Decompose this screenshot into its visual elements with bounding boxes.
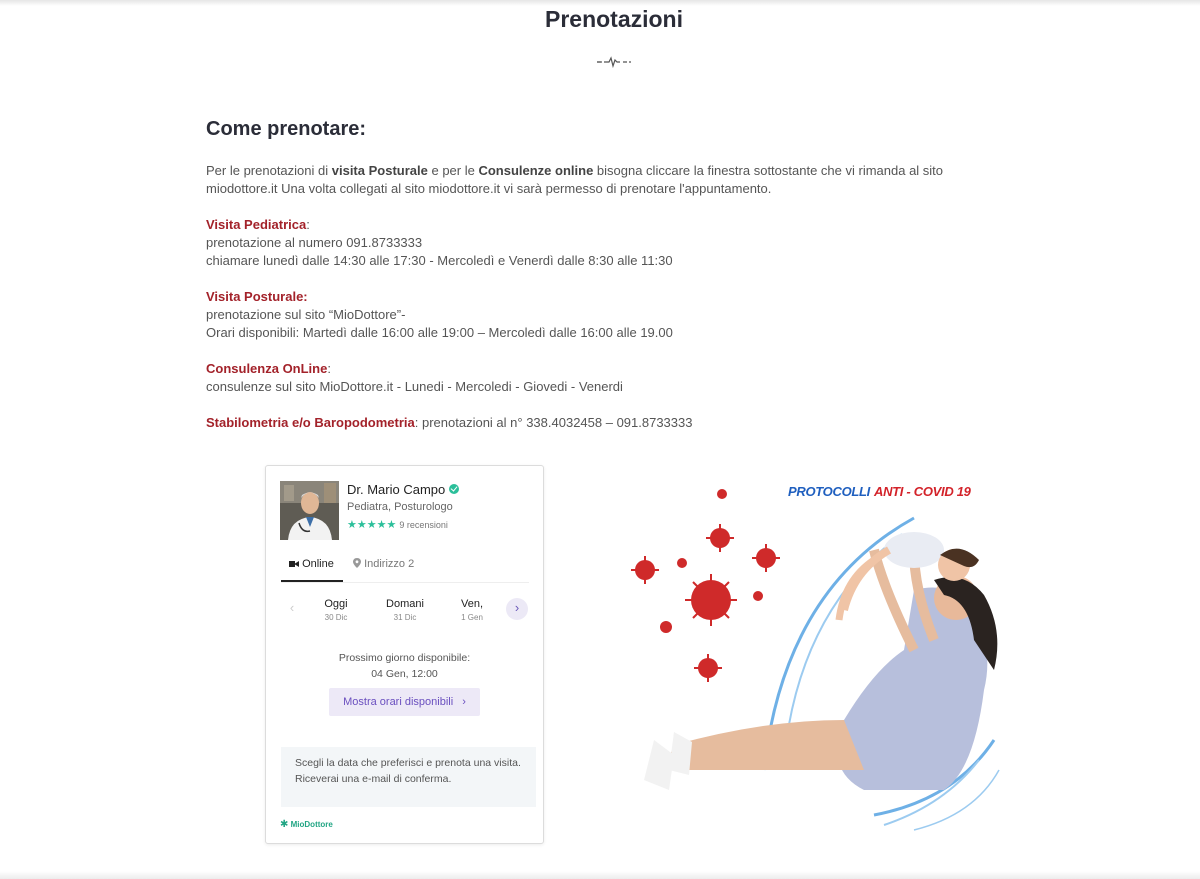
intro-paragraph: Per le prenotazioni di visita Posturale e per le Consulenze online bisogna cliccare la finestra sottostante che vi rimanda al sito miodottore.it Una volta collegati al sito miodottore.it vi sarà permesso di prenotare l'appuntamento. — [206, 163, 944, 196]
virus-icon — [635, 489, 776, 678]
miodottore-booking-widget[interactable] — [265, 465, 544, 844]
consulenze-online-bold: Consulenze online — [478, 163, 594, 178]
location-pin-icon — [353, 558, 361, 568]
next-available-value: 04 Gen, 12:00 — [371, 668, 438, 680]
next-days-button[interactable] — [506, 598, 528, 620]
booking-content — [206, 116, 1006, 450]
video-icon — [289, 560, 299, 568]
promo-title: PROTOCOLLI ANTI - COVID 19 — [788, 484, 971, 499]
pediatrica-block: Visita Pediatrica: prenotazione al numero 091.8733333 chiamare lunedì dalle 14:30 alle 17:30 - Mercoledì e Venerdì dalle 8:30 alle 11:30 — [206, 217, 673, 268]
consulenza-label: Consulenza OnLine — [206, 361, 328, 376]
bottom-shadow — [0, 871, 1200, 879]
tab-online[interactable]: Online — [281, 556, 343, 582]
stabilometria-block: Stabilometria e/o Baropodometria: prenotazioni al n° 338.4032458 – 091.8733333 — [206, 415, 693, 430]
mother-child-illustration — [614, 470, 1014, 840]
covid-protocols-illustration — [614, 470, 1014, 840]
stabilometria-label: Stabilometria e/o Baropodometria — [206, 415, 415, 430]
doctor-name[interactable]: Dr. Mario Campo — [347, 482, 459, 497]
chevron-right-icon: › — [514, 600, 520, 615]
reviews-count[interactable]: 9 recensioni — [399, 520, 448, 530]
page-title: Prenotazioni — [544, 6, 683, 32]
heartbeat-divider-icon — [596, 54, 632, 70]
next-available: Prossimo giorno disponibile: 04 Gen, 12:00 — [266, 650, 543, 682]
day-selector — [281, 596, 529, 630]
prev-days-button[interactable] — [281, 598, 303, 620]
star-icons: ★★★★★ — [347, 519, 397, 531]
verified-check-icon — [449, 484, 459, 494]
chevron-left-icon: ‹ — [289, 600, 295, 615]
visita-posturale-bold: visita Posturale — [331, 163, 428, 178]
show-available-times-button[interactable]: Mostra orari disponibili › — [329, 688, 480, 716]
doctor-avatar — [280, 481, 339, 540]
day-option[interactable]: Ven, 1 Gen — [460, 598, 484, 622]
pediatrica-label: Visita Pediatrica — [206, 217, 307, 232]
widget-tabs — [281, 554, 529, 583]
miodottore-asterisk-icon: ✱ — [280, 819, 289, 830]
section-heading: Come prenotare: — [206, 118, 367, 140]
doctor-specialty: Pediatra, Posturologo — [347, 501, 453, 513]
day-option[interactable]: Oggi 30 Dic — [324, 598, 348, 622]
rating-stars[interactable] — [347, 518, 448, 531]
posturale-label: Visita Posturale: — [206, 289, 308, 304]
day-option[interactable]: Domani 31 Dic — [386, 598, 424, 622]
posturale-block: Visita Posturale: prenotazione sul sito “MioDottore”- Orari disponibili: Martedì dalle 16:00 alle 19:00 – Mercoledì dalle 16:00 alle 19.00 — [206, 289, 673, 340]
booking-info-box: Scegli la data che preferisci e prenota una visita. Riceverai una e-mail di conferma. — [281, 747, 536, 807]
miodottore-logo[interactable]: ✱ MioDottore — [280, 819, 333, 830]
tab-indirizzo-2[interactable]: Indirizzo 2 — [353, 556, 414, 580]
consulenza-block: Consulenza OnLine: consulenze sul sito MioDottore.it - Lunedi - Mercoledi - Giovedi - Venerdi — [206, 361, 623, 394]
chevron-right-icon: › — [462, 696, 466, 708]
